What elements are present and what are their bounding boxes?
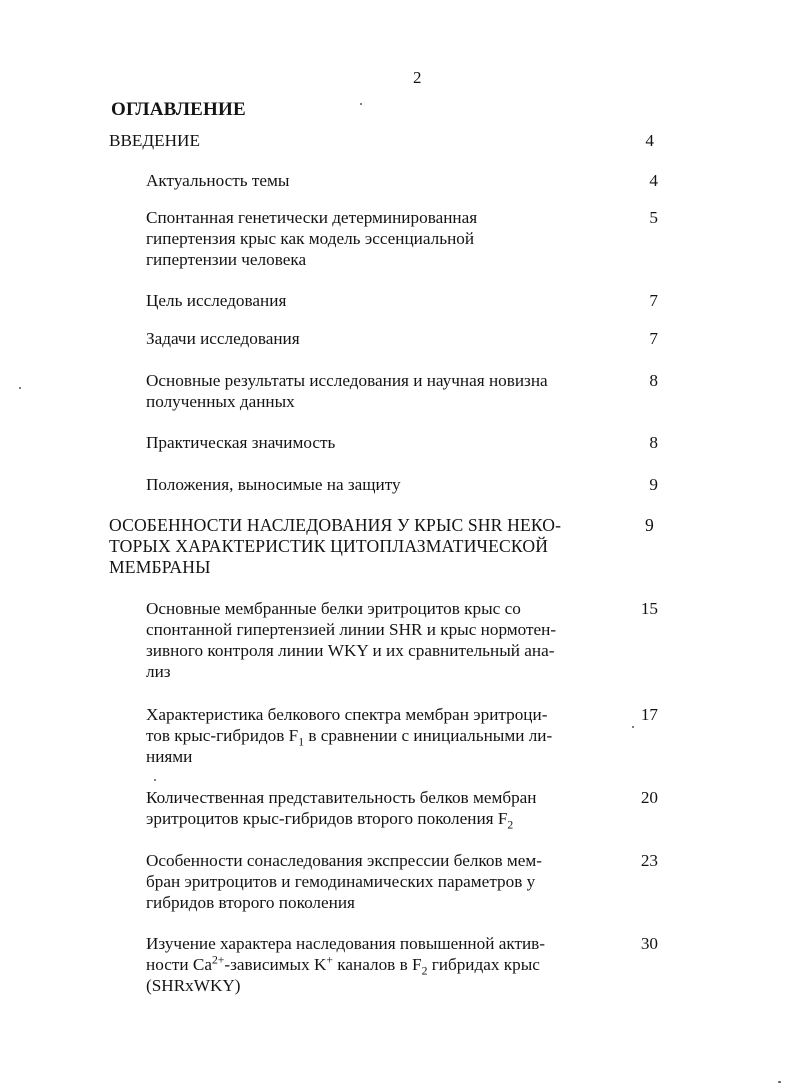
toc-entry-line: гипертензия крыс как модель эссенциальной [146,229,475,248]
toc-entry-line: МЕМБРАНЫ [109,557,211,577]
toc-entry-line: Количественная представительность белков мембран [146,788,537,807]
toc-entry-line: спонтанной гипертензией линии SHR и крыс нормотен- [146,620,557,639]
text-span: -зависимых K [224,955,327,974]
toc-entry-line: ТОРЫХ ХАРАКТЕРИСТИК ЦИТОПЛАЗМАТИЧЕСКОЙ [109,536,549,556]
text-span: эритроцитов крыс-гибридов второго поколения F [146,809,508,828]
toc-entry-text [146,850,592,913]
toc-entry-line: гипертензии человека [146,250,307,269]
toc-entry-text: ВВЕДЕНИЕ [109,131,200,150]
toc-entry-page: 7 [649,291,658,310]
toc-entry-line: Особенности сонаследования экспрессии белков мем- [146,851,542,870]
toc-entry-line: зивного контроля линии WKY и их сравнительный ана- [146,641,555,660]
toc-entry-line: полученных данных [146,392,295,411]
superscript: + [326,953,333,967]
toc-entry-line: Характеристика белкового спектра мембран эритроци- [146,705,548,724]
toc-entry-text [146,933,592,996]
toc-entry-text [146,370,592,412]
toc-entry-text: Задачи исследования [146,329,300,348]
scan-speck [360,103,362,105]
toc-entry-line: ОСОБЕННОСТИ НАСЛЕДОВАНИЯ У КРЫС SHR НЕКО- [109,515,562,535]
toc-entry-page: 7 [649,329,658,348]
toc-entry-page: 15 [640,599,658,618]
scan-speck [632,726,634,728]
toc-entry-page: 9 [645,515,654,535]
toc-entry-line [146,953,592,978]
text-span: тов крыс-гибридов F [146,726,299,745]
toc-entry-text: Практическая значимость [146,433,336,452]
toc-entry-page: 8 [649,371,658,390]
toc-entry-line: лиз [146,662,171,681]
toc-entry-page: 30 [640,934,658,953]
toc-entry-page: 17 [640,705,658,724]
text-span: каналов в F [333,955,422,974]
toc-entry-text: Положения, выносимые на защиту [146,475,401,494]
toc-entry-line: Основные мембранные белки эритроцитов крыс со [146,599,521,618]
toc-entry-text [146,207,592,270]
toc-entry-page: 5 [649,208,658,227]
toc-title: ОГЛАВЛЕНИЕ [111,99,246,120]
toc-entry-page: 4 [649,171,658,190]
toc-entry-page: 4 [645,131,654,150]
toc-entry-line: бран эритроцитов и гемодинамических параметров у [146,872,536,891]
text-span: ности Ca [146,955,212,974]
toc-entry-line: (SHRxWKY) [146,976,241,995]
toc-entry-text [146,598,592,682]
toc-entry-text [146,787,592,832]
toc-entry-line [146,725,592,749]
superscript: 2+ [211,953,225,967]
toc-entry-text: Актуальность темы [146,171,290,190]
subscript: 1 [298,735,305,749]
subscript: 2 [421,964,428,978]
scan-speck [154,779,156,781]
text-span: гибридах крыс [427,955,540,974]
toc-entry-line [146,808,592,832]
subscript: 2 [507,818,514,832]
scan-speck [778,1081,781,1083]
toc-entry-line: гибридов второго поколения [146,893,355,912]
toc-entry-text [146,704,592,767]
toc-entry-page: 23 [640,851,658,870]
toc-entry-line: Спонтанная генетически детерминированная [146,208,478,227]
toc-entry-line: Изучение характера наследования повышенной актив- [146,934,546,953]
text-span: в сравнении с инициальными ли- [304,726,553,745]
toc-entry-page: 20 [640,788,658,807]
toc-entry-page: 9 [649,475,658,494]
toc-entry-line: ниями [146,747,193,766]
page-number: 2 [413,68,422,87]
toc-entry-text: Цель исследования [146,291,287,310]
toc-entry-text [109,515,589,578]
toc-entry-line: Основные результаты исследования и научная новизна [146,371,548,390]
scan-speck [19,387,21,389]
toc-entry-page: 8 [649,433,658,452]
